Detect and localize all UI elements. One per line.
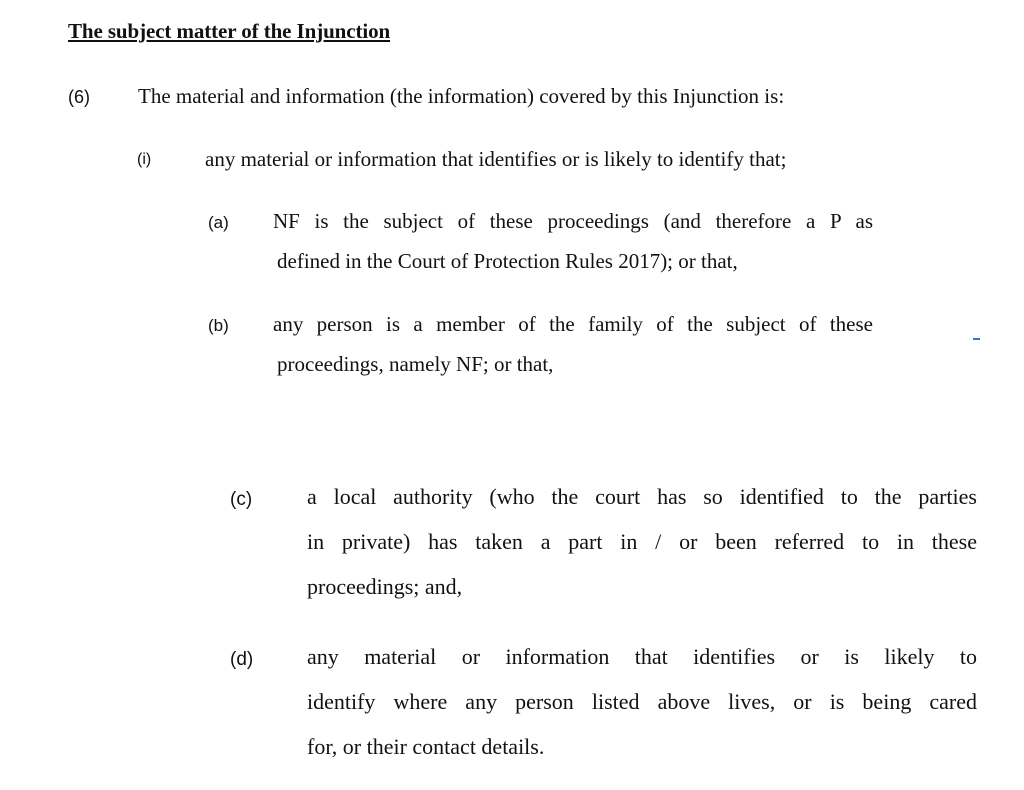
item-b-line: proceedings, namely NF; or that,: [277, 352, 554, 376]
item-c-line: in private) has taken a part in / or been referred to in these: [307, 529, 977, 554]
item-c-line: a local authority (who the court has so identified to the parties: [307, 484, 977, 509]
clause-number-6: (6): [68, 87, 90, 107]
item-b-line: any person is a member of the family of the subject of these: [273, 312, 873, 336]
item-d-text: [307, 644, 977, 779]
item-b-text: [273, 312, 873, 392]
item-a-line: defined in the Court of Protection Rules 2017); or that,: [277, 249, 738, 273]
item-d-line: for, or their contact details.: [307, 734, 545, 759]
item-b-label: (b): [208, 316, 229, 335]
item-a-text: [273, 209, 873, 289]
item-d-label: (d): [230, 649, 254, 670]
item-c-line: proceedings; and,: [307, 574, 463, 599]
section-heading: The subject matter of the Injunction: [68, 19, 391, 43]
item-d-line: any material or information that identifies or is likely to: [307, 644, 977, 669]
clause-i-text: any material or information that identifies or is likely to identify that;: [205, 147, 787, 171]
item-a-label: (a): [208, 213, 229, 232]
clause-6-text: The material and information (the information) covered by this Injunction is:: [138, 84, 785, 108]
clause-number-i: (i): [137, 151, 152, 168]
item-c-text: [307, 484, 977, 619]
item-c-label: (c): [230, 489, 253, 510]
item-d-line: identify where any person listed above lives, or is being cared: [307, 689, 977, 714]
item-a-line: NF is the subject of these proceedings (and therefore a P as: [273, 209, 873, 233]
margin-edit-mark: [973, 338, 980, 340]
